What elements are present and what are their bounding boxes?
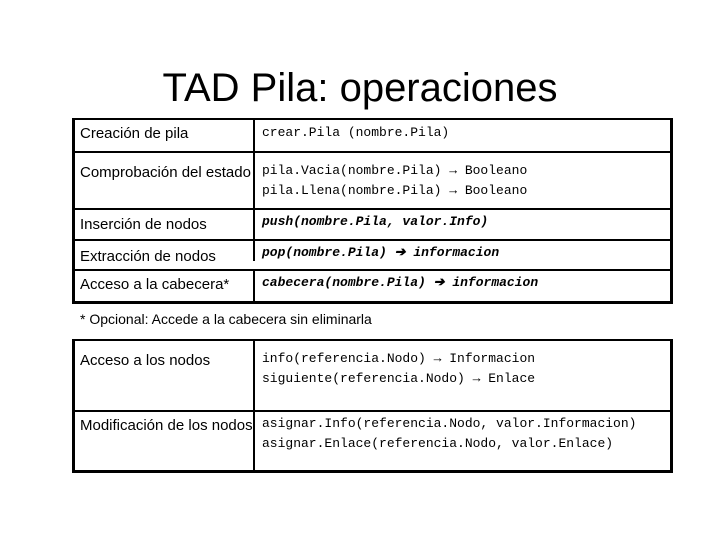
row-ops: push(nombre.Pila, valor.Info)	[262, 214, 489, 229]
row-label: Acceso a la cabecera*	[75, 271, 255, 301]
table-row	[75, 412, 670, 470]
row-label: Extracción de nodos	[75, 241, 255, 261]
row-ops: crear.Pila (nombre.Pila)	[262, 125, 450, 140]
table-row	[75, 271, 670, 301]
row-ops: pila.Vacia(nombre.Pila) → Booleano pila.Llena(nombre.Pila) → Booleano	[262, 163, 528, 198]
row-label: Comprobación del estado	[75, 153, 255, 208]
footnote: * Opcional: Accede a la cabecera sin eliminarla	[80, 311, 372, 327]
row-label: Creación de pila	[75, 120, 255, 151]
row-ops: pop(nombre.Pila) ➔ informacion	[262, 245, 500, 260]
row-label: Inserción de nodos	[75, 210, 255, 239]
table-row	[75, 210, 670, 241]
slide-title: TAD Pila: operaciones	[162, 66, 558, 110]
table-row	[75, 120, 670, 153]
operations-table-2	[72, 339, 673, 473]
table-row	[75, 153, 670, 210]
row-ops: asignar.Info(referencia.Nodo, valor.Informacion) asignar.Enlace(referencia.Nodo, valor.Enlace)	[262, 416, 637, 451]
row-label: Acceso a los nodos	[75, 341, 255, 410]
table-row	[75, 241, 670, 271]
operations-table-1	[72, 118, 673, 304]
row-ops: cabecera(nombre.Pila) ➔ informacion	[262, 275, 539, 290]
row-ops: info(referencia.Nodo) → Informacion siguiente(referencia.Nodo) → Enlace	[262, 351, 536, 386]
table-row	[75, 341, 670, 412]
row-label: Modificación de los nodos	[75, 412, 255, 470]
